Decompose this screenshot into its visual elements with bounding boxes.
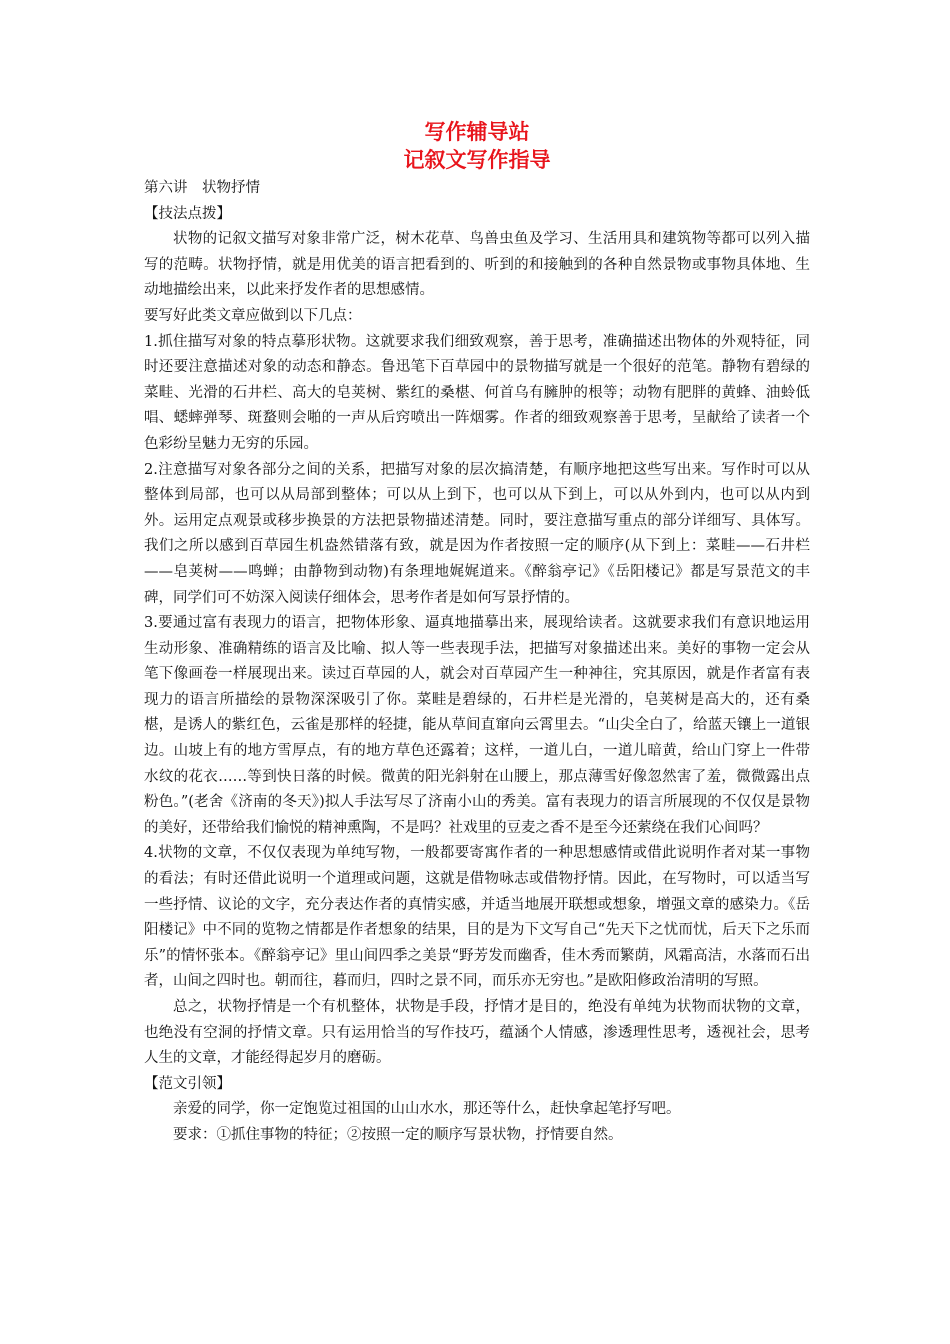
point-2: 2.注意描写对象各部分之间的关系，把描写对象的层次搞清楚，有顺序地把这些写出来。写作时可以从整体到局部，也可以从局部到整体；可以从上到下，也可以从下到上，可以从外到内，也可以从内到外。运用定点观景或移步换景的方法把景物描述清楚。同时，要注意描写重点的部分详细写、具体写。我们之所以感到百草园生机盎然错落有致，就是因为作者按照一定的顺序(从下到上：菜畦——石井栏——皂荚树——鸣蝉；由静物到动物)有条理地娓娓道来。《醉翁亭记》《岳阳楼记》都是写景范文的丰碑，同学们可不妨深入阅读仔细体会，思考作者是如何写景抒情的。 [144, 461, 810, 606]
point-1: 1.抓住描写对象的特点摹形状物。这就要求我们细致观察，善于思考，准确描述出物体的外观特征，同时还要注意描述对象的动态和静态。鲁迅笔下百草园中的景物描写就是一个很好的范笔。静物有碧绿的菜畦、光滑的石井栏、高大的皂荚树、紫红的桑椹、何首乌有臃肿的根等；动物有肥胖的黄蜂、油蛉低唱、蟋蟀弹琴、斑蝥则会啪的一声从后窍喷出一阵烟雾。作者的细致观察善于思考，呈献给了读者一个色彩纷呈魅力无穷的乐园。 [144, 333, 810, 452]
document-subtitle: 记叙文写作指导 [403, 148, 551, 172]
points-lead: 要写好此类文章应做到以下几点： [144, 307, 362, 324]
prompt-paragraph: 亲爱的同学，你一定饱览过祖国的山山水水，那还等什么，赶快拿起笔抒写吧。 [173, 1101, 681, 1118]
lecture-heading: 第六讲 状物抒情 [144, 180, 260, 196]
requirement-paragraph: 要求：①抓住事物的特征；②按照一定的顺序写景状物，抒情要自然。 [173, 1126, 623, 1143]
intro-paragraph: 状物的记叙文描写对象非常广泛，树木花草、鸟兽虫鱼及学习、生活用具和建筑物等都可以列入描写的范畴。状物抒情，就是用优美的语言把看到的、听到的和接触到的各种自然景物或事物具体地、生动地描绘出来，以此来抒发作者的思想感情。 [144, 231, 810, 299]
point-4: 4.状物的文章，不仅仅表现为单纯写物，一般都要寄寓作者的一种思想感情或借此说明作者对某一事物的看法；有时还借此说明一个道理或问题，这就是借物咏志或借物抒情。因此，在写物时，可以适当写一些抒情、议论的文字，充分表达作者的真情实感，并适当地展开联想或想象，增强文章的感染力。《岳阳楼记》中不同的览物之情都是作者想象的结果，目的是为下文写自己“先天下之忧而忧，后天下之乐而乐”的情怀张本。《醉翁亭记》里山间四季之美景“野芳发而幽香，佳木秀而繁荫，风霜高洁，水落而石出者，山间之四时也。朝而往，暮而归，四时之景不同，而乐亦无穷也。”是欧阳修政治清明的写照。 [144, 845, 810, 990]
document-title: 写作辅导站 [424, 120, 530, 144]
point-3: 3.要通过富有表现力的语言，把物体形象、逼真地描摹出来，展现给读者。这就要求我们有意识地运用生动形象、准确精练的语言及比喻、拟人等一些表现手法，把描写对象描述出来。美好的事物一定会从笔下像画卷一样展现出来。读过百草园的人，就会对百草园产生一种神往，究其原因，就是作者富有表现力的语言所描绘的景物深深吸引了你。菜畦是碧绿的，石井栏是光滑的，皂荚树是高大的，还有桑椹，是诱人的紫红色，云雀是那样的轻捷，能从草间直窜向云霄里去。“山尖全白了，给蓝天镶上一道银边。山坡上有的地方雪厚点，有的地方草色还露着；这样，一道儿白，一道儿暗黄，给山门穿上一件带水纹的花衣……等到快日落的时候。微黄的阳光斜射在山腰上，那点薄雪好像忽然害了羞，微微露出点粉色。”(老舍《济南的冬天》)拟人手法写尽了济南小山的秀美。富有表现力的语言所展现的不仅仅是景物的美好，还带给我们愉悦的精神熏陶，不是吗？社戏里的豆麦之香不是至今还萦绕在我们心间吗？ [144, 615, 810, 836]
section-heading-example: 【范文引领】 [144, 1075, 231, 1092]
section-heading-skills: 【技法点拨】 [144, 205, 231, 222]
summary-paragraph: 总之，状物抒情是一个有机整体，状物是手段，抒情才是目的，绝没有单纯为状物而状物的文章，也绝没有空洞的抒情文章。只有运用恰当的写作技巧，蕴涵个人情感，渗透理性思考，透视社会，思考人生的文章，才能经得起岁月的磨砺。 [144, 999, 810, 1067]
